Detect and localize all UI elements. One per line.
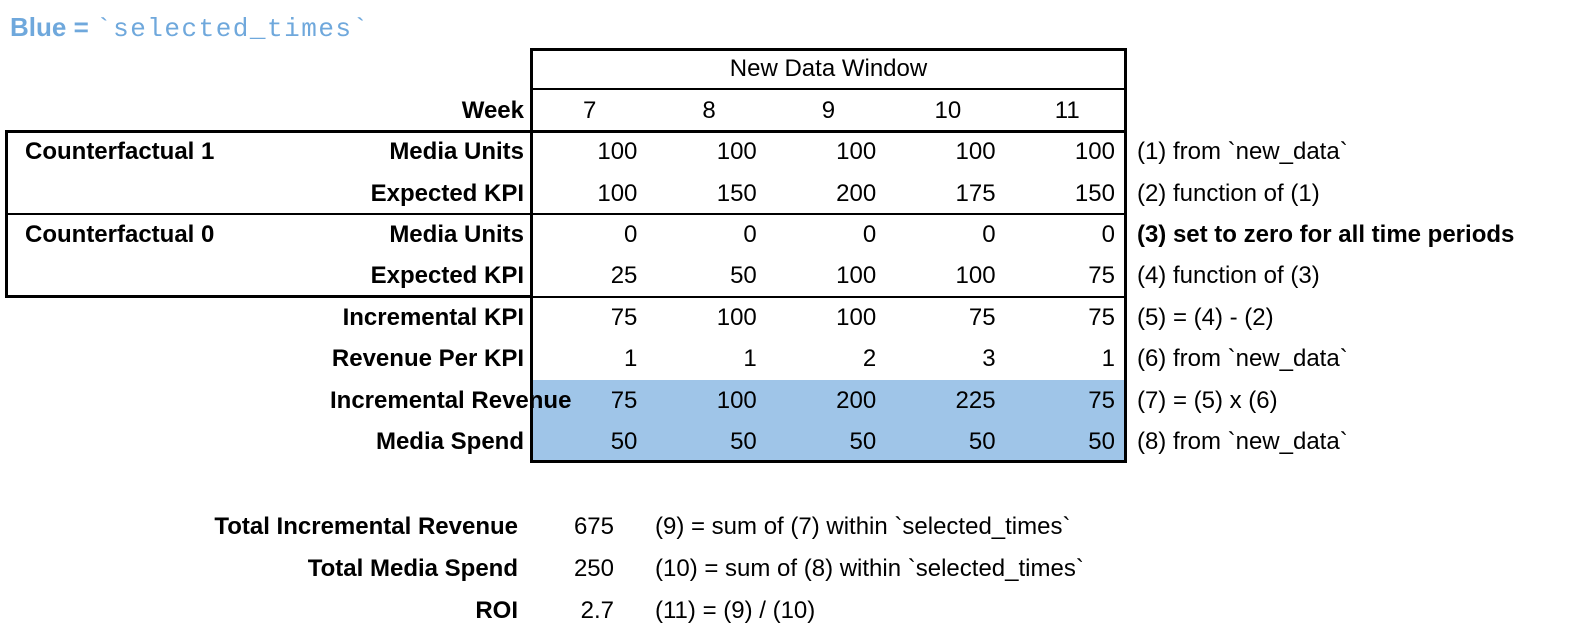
week-header-row: [0, 90, 1588, 131]
week-value: 7: [583, 96, 597, 124]
cell-value: 200: [836, 179, 877, 207]
cell-value: 25: [610, 262, 638, 290]
row-note: (2) function of (1): [1136, 179, 1320, 207]
legend-prefix: Blue =: [10, 12, 96, 42]
cell-value: 1: [624, 345, 638, 373]
cell-value: 100: [716, 303, 757, 331]
summary-note: (9) = sum of (7) within `selected_times`: [655, 513, 1071, 540]
row-label: Revenue Per KPI: [331, 345, 524, 373]
cell-value: 0: [862, 221, 877, 249]
cell-value: 100: [836, 303, 877, 331]
row-label: Media Spend: [375, 428, 524, 456]
cell-value: 75: [1088, 262, 1115, 290]
cell-value: 50: [730, 262, 757, 290]
row-note: (3) set to zero for all time periods: [1136, 221, 1515, 249]
cell-value: 50: [1088, 428, 1115, 456]
cell-value: 75: [1088, 386, 1115, 414]
table-row-incremental-kpi: [0, 297, 1588, 338]
row-label: Media Units: [389, 138, 524, 166]
cell-value: 0: [624, 221, 638, 249]
week-value: 8: [702, 96, 716, 124]
table-row-incremental-revenue: [0, 380, 1588, 421]
summary-note: (10) = sum of (8) within `selected_times`: [655, 555, 1084, 582]
cell-value: 100: [836, 138, 877, 166]
week-label: Week: [461, 96, 524, 124]
row-note: (4) function of (3): [1136, 262, 1320, 290]
summary-value: 675: [573, 513, 614, 540]
cell-value: 1: [1101, 345, 1115, 373]
summary-value: 2.7: [580, 597, 614, 624]
row-note: (8) from `new_data`: [1136, 428, 1348, 456]
group-label: Counterfactual 1: [25, 138, 215, 166]
legend: [10, 12, 370, 44]
summary-label: ROI: [475, 597, 518, 624]
group-label: Counterfactual 0: [25, 221, 215, 249]
row-label: Incremental Revenue: [330, 386, 572, 414]
cell-value: 75: [1088, 303, 1115, 331]
cell-value: 175: [955, 179, 996, 207]
cell-value: 50: [968, 428, 996, 456]
cell-value: 50: [730, 428, 757, 456]
cell-value: 225: [955, 386, 996, 414]
table-row-media-units-cf0: [0, 214, 1588, 255]
row-note: (1) from `new_data`: [1136, 138, 1348, 166]
cell-value: 100: [955, 138, 996, 166]
cell-value: 3: [982, 345, 996, 373]
table-row-media-units-cf1: [0, 131, 1588, 172]
row-note: (7) = (5) x (6): [1136, 386, 1278, 414]
week-value: 9: [821, 96, 836, 124]
cell-value: 75: [610, 303, 638, 331]
summary-row-total-media-spend: [0, 548, 1588, 590]
row-label: Media Units: [389, 221, 524, 249]
row-label: Expected KPI: [370, 262, 524, 290]
table: [0, 90, 1588, 463]
cell-value: 2: [862, 345, 877, 373]
summary-value: 250: [573, 555, 614, 582]
cell-value: 100: [955, 262, 996, 290]
cell-value: 100: [836, 262, 877, 290]
week-value: 10: [934, 96, 962, 124]
cell-value: 100: [716, 386, 757, 414]
table-row-expected-kpi-cf0: [0, 256, 1588, 297]
cell-value: 75: [610, 386, 638, 414]
cell-value: 50: [610, 428, 638, 456]
cell-value: 150: [716, 179, 757, 207]
legend-code: `selected_times`: [95, 14, 370, 44]
summary-row-total-incremental-revenue: [0, 506, 1588, 548]
summary-label: Total Media Spend: [307, 555, 518, 582]
cell-value: 100: [1074, 138, 1115, 166]
table-row-revenue-per-kpi: [0, 339, 1588, 380]
cell-value: 100: [716, 138, 757, 166]
summary-row-roi: [0, 590, 1588, 632]
cell-value: 75: [968, 303, 996, 331]
row-note: (6) from `new_data`: [1136, 345, 1348, 373]
week-value: 11: [1054, 96, 1080, 124]
data-window-title: New Data Window: [729, 55, 928, 82]
cell-value: 50: [849, 428, 877, 456]
summary-label: Total Incremental Revenue: [214, 513, 518, 540]
cell-value: 1: [743, 345, 757, 373]
row-label: Incremental KPI: [342, 303, 524, 331]
table-row-media-spend: [0, 422, 1588, 463]
cell-value: 0: [743, 221, 757, 249]
cell-value: 0: [1101, 221, 1115, 249]
cell-value: 100: [597, 138, 638, 166]
table-row-expected-kpi-cf1: [0, 173, 1588, 214]
cell-value: 150: [1074, 179, 1115, 207]
row-label: Expected KPI: [370, 179, 524, 207]
cell-value: 100: [597, 179, 638, 207]
summary-note: (11) = (9) / (10): [655, 597, 816, 624]
cell-value: 0: [982, 221, 996, 249]
row-note: (5) = (4) - (2): [1136, 303, 1274, 331]
cell-value: 200: [836, 386, 877, 414]
